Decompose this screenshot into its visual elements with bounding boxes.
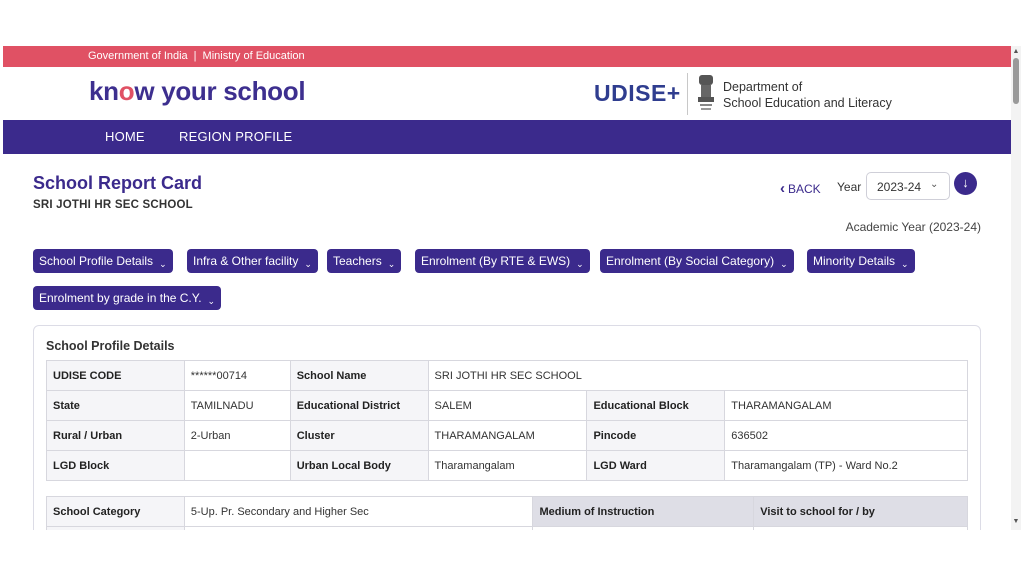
profile-table	[46, 360, 968, 481]
table-row	[47, 451, 968, 481]
tab-label: Minority Details	[813, 254, 896, 268]
pincode-label: Pincode	[587, 421, 725, 451]
empty-cell	[754, 527, 968, 531]
department-name	[723, 79, 892, 111]
brand-header	[3, 67, 1011, 120]
school-name-label: School Name	[290, 361, 428, 391]
tab-label: Enrolment by grade in the C.Y.	[39, 291, 202, 305]
tab-label: Infra & Other facility	[193, 254, 299, 268]
logo-magnifier-o: o	[118, 76, 135, 106]
scroll-down-icon[interactable]: ▼	[1012, 518, 1020, 525]
nav-home[interactable]: HOME	[105, 129, 145, 144]
chevron-down-icon: ⌄	[901, 259, 909, 269]
school-category-value: 5-Up. Pr. Secondary and Higher Sec	[184, 497, 533, 527]
tab-infra-other-facility[interactable]	[187, 249, 318, 273]
chevron-down-icon: ⌄	[207, 296, 216, 306]
vertical-scrollbar[interactable]	[1011, 46, 1021, 530]
year-select[interactable]	[866, 172, 950, 200]
udise-logo[interactable]: UDISE+	[594, 80, 681, 106]
table-row	[47, 497, 968, 527]
udise-code-value: ******00714	[184, 361, 290, 391]
tab-school-profile-details[interactable]	[33, 249, 173, 273]
government-bar	[3, 46, 1011, 67]
main-navbar	[3, 120, 1011, 154]
educational-district-label: Educational District	[290, 391, 428, 421]
scrollbar-thumb[interactable]	[1013, 58, 1019, 104]
department-line-1: Department of	[723, 80, 803, 94]
lgd-ward-label: LGD Ward	[587, 451, 725, 481]
table-row	[47, 527, 968, 531]
empty-cell	[184, 527, 533, 531]
category-table	[46, 496, 968, 530]
udise-code-label: UDISE CODE	[47, 361, 185, 391]
empty-cell	[533, 527, 754, 531]
year-label: Year	[837, 180, 862, 194]
arrow-down-icon: ↓	[962, 175, 969, 190]
logo-text-end: w your school	[134, 76, 306, 106]
tab-teachers[interactable]	[327, 249, 401, 273]
educational-district-value: SALEM	[428, 391, 587, 421]
gov-bar-text	[88, 50, 305, 62]
page-title: School Report Card	[33, 173, 203, 193]
card-title: School Profile Details	[46, 339, 175, 353]
back-label: BACK	[788, 182, 821, 196]
tab-label: Enrolment (By RTE & EWS)	[421, 254, 571, 268]
department-line-2: School Education and Literacy	[723, 96, 892, 110]
tab-enrolment-by-grade[interactable]	[33, 286, 221, 310]
tab-label: School Profile Details	[39, 254, 154, 268]
download-button[interactable]	[954, 172, 977, 195]
tab-enrolment-social-category[interactable]	[600, 249, 794, 273]
know-your-school-logo[interactable]	[89, 76, 305, 107]
tab-label: Teachers	[333, 254, 382, 268]
chevron-down-icon: ⌄	[159, 259, 167, 269]
chevron-left-icon: ‹	[780, 180, 785, 197]
tab-minority-details[interactable]	[807, 249, 915, 273]
back-button[interactable]	[780, 180, 821, 197]
browser-viewport	[3, 46, 1011, 530]
pincode-value: 636502	[725, 421, 968, 451]
table-row	[47, 391, 968, 421]
urban-local-body-label: Urban Local Body	[290, 451, 428, 481]
urban-local-body-value: Tharamangalam	[428, 451, 587, 481]
educational-block-value: THARAMANGALAM	[725, 391, 968, 421]
lgd-ward-value: Tharamangalam (TP) - Ward No.2	[725, 451, 968, 481]
table-row	[47, 361, 968, 391]
cluster-label: Cluster	[290, 421, 428, 451]
school-profile-card	[33, 325, 981, 530]
academic-year-text: Academic Year (2023-24)	[845, 220, 981, 234]
chevron-down-icon: ⌄	[304, 259, 312, 269]
national-emblem-icon	[695, 72, 717, 114]
medium-of-instruction-header: Medium of Instruction	[533, 497, 754, 527]
lgd-block-label: LGD Block	[47, 451, 185, 481]
school-category-label: School Category	[47, 497, 185, 527]
logo-text-start: kn	[89, 76, 119, 106]
gov-link[interactable]: Government of India	[88, 50, 188, 62]
school-name-subtitle: SRI JOTHI HR SEC SCHOOL	[33, 199, 193, 211]
ministry-link[interactable]: Ministry of Education	[202, 50, 305, 62]
visit-to-school-header: Visit to school for / by	[754, 497, 968, 527]
rural-urban-value: 2-Urban	[184, 421, 290, 451]
chevron-down-icon: ⌄	[576, 259, 584, 269]
tab-label: Enrolment (By Social Category)	[606, 254, 775, 268]
state-value: TAMILNADU	[184, 391, 290, 421]
educational-block-label: Educational Block	[587, 391, 725, 421]
nav-region-profile[interactable]: REGION PROFILE	[179, 129, 293, 144]
lgd-block-value	[184, 451, 290, 481]
chevron-down-icon: ⌄	[780, 259, 788, 269]
year-select-value: 2023-24	[877, 180, 922, 194]
header-divider	[687, 73, 688, 115]
empty-cell	[47, 527, 185, 531]
school-name-value: SRI JOTHI HR SEC SCHOOL	[428, 361, 967, 391]
chevron-down-icon: ⌄	[387, 259, 396, 269]
cluster-value: THARAMANGALAM	[428, 421, 587, 451]
gov-bar-separator: |	[193, 50, 197, 62]
chevron-down-icon: ⌄	[930, 179, 939, 190]
rural-urban-label: Rural / Urban	[47, 421, 185, 451]
state-label: State	[47, 391, 185, 421]
table-row	[47, 421, 968, 451]
scroll-up-icon[interactable]: ▲	[1012, 48, 1020, 55]
tab-enrolment-rte-ews[interactable]	[415, 249, 590, 273]
